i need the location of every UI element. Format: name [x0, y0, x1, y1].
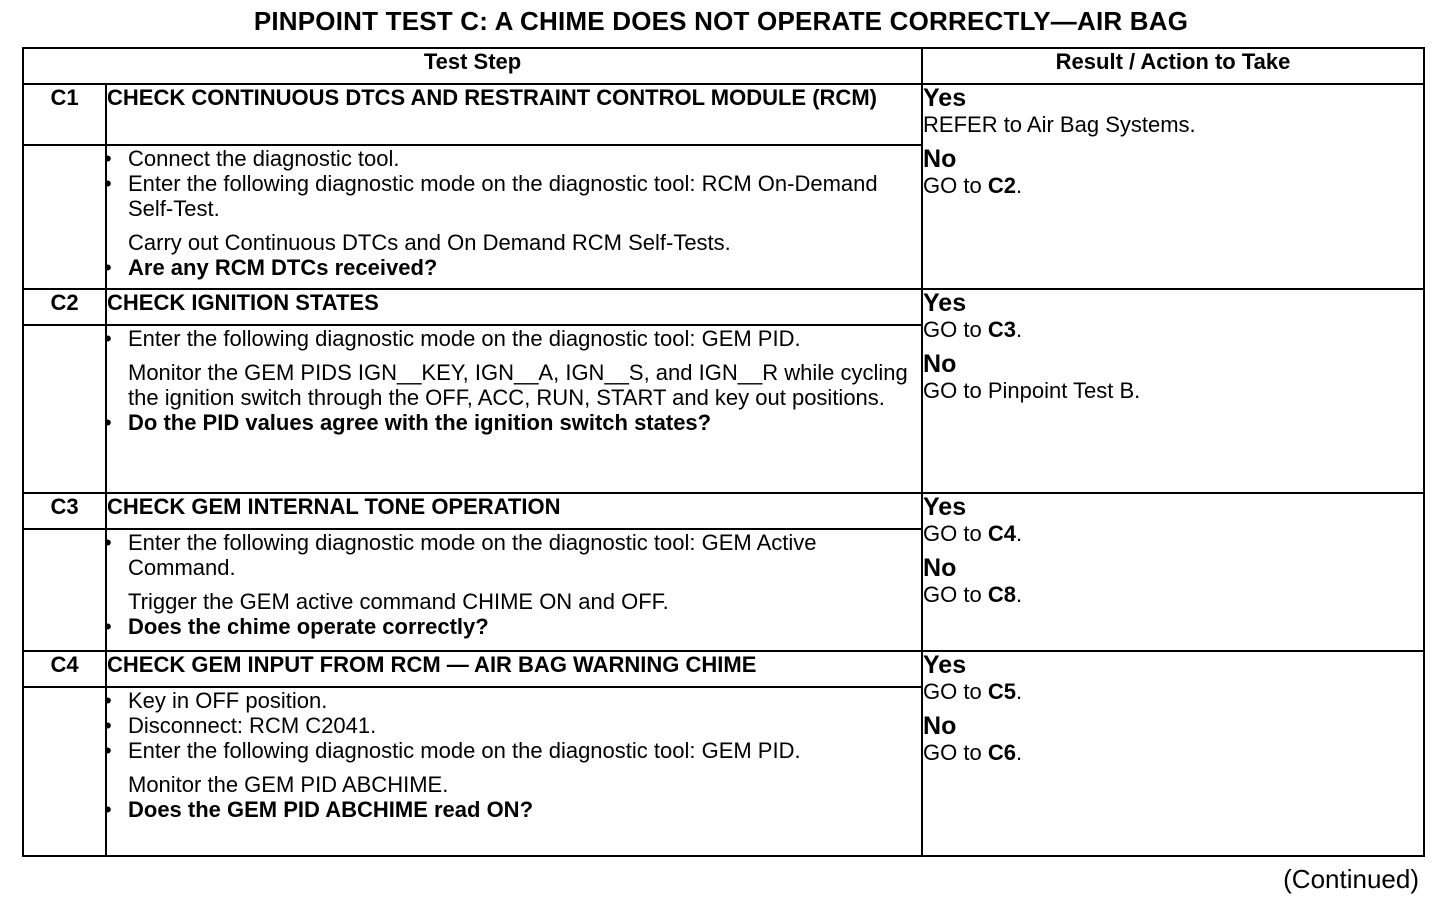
step-question	[104, 255, 921, 280]
result-action	[923, 173, 1423, 198]
instruction-text: Enter the following diagnostic mode on the diagnostic tool: RCM On-Demand Self-Test.	[128, 171, 878, 221]
bullet-icon: •	[104, 255, 112, 280]
step-result-cell	[922, 651, 1424, 856]
step-instruction	[107, 360, 921, 410]
header-test-step: Test Step	[23, 48, 922, 84]
bullet-icon: •	[104, 146, 112, 171]
result-action	[923, 582, 1423, 607]
instruction-text: Enter the following diagnostic mode on the diagnostic tool: GEM PID.	[128, 738, 801, 763]
result-answer: Yes	[923, 493, 967, 521]
result-action	[923, 317, 1423, 342]
instruction-text: Monitor the GEM PID ABCHIME.	[128, 772, 449, 797]
result-action-suffix: .	[1015, 521, 1023, 546]
step-instruction	[104, 713, 921, 738]
result-answer: No	[923, 554, 957, 582]
instruction-text: Carry out Continuous DTCs and On Demand RCM Self-Tests.	[128, 230, 731, 255]
bullet-icon: •	[104, 410, 112, 435]
instruction-text: Enter the following diagnostic mode on the diagnostic tool: GEM Active Command.	[128, 530, 817, 580]
result-answer: Yes	[923, 84, 967, 112]
result-step-reference: C5	[987, 679, 1016, 704]
pinpoint-test-table	[22, 47, 1425, 857]
step-question	[104, 797, 921, 822]
result-action	[923, 679, 1423, 704]
result-action	[923, 740, 1423, 765]
step-id: C1	[23, 84, 106, 145]
result-step-reference: C8	[987, 582, 1016, 607]
step-id-spacer	[23, 687, 106, 856]
result-step-reference: C6	[987, 740, 1016, 765]
step-instruction	[107, 230, 921, 255]
result-action-text: GO to	[923, 679, 988, 704]
instruction-text: Connect the diagnostic tool.	[128, 146, 400, 171]
step-title: CHECK GEM INPUT FROM RCM — AIR BAG WARNING CHIME	[106, 651, 922, 687]
step-instructions	[106, 325, 922, 493]
step-instruction	[104, 326, 921, 351]
result-action-suffix: .	[1015, 679, 1023, 704]
step-title-row	[23, 651, 1424, 687]
instruction-text: Does the chime operate correctly?	[128, 614, 489, 639]
result-answer: No	[923, 712, 957, 740]
result-answer: No	[923, 145, 957, 173]
step-id: C2	[23, 289, 106, 325]
bullet-icon: •	[104, 713, 112, 738]
step-title-row	[23, 493, 1424, 529]
result-step-reference: C3	[987, 317, 1016, 342]
bullet-icon: •	[104, 171, 112, 196]
result-action-suffix: .	[1015, 317, 1023, 342]
result-action-suffix: .	[1015, 740, 1023, 765]
step-result-cell	[922, 84, 1424, 289]
step-title: CHECK GEM INTERNAL TONE OPERATION	[106, 493, 922, 529]
bullet-icon: •	[104, 688, 112, 713]
step-id-spacer	[23, 145, 106, 289]
step-instructions	[106, 529, 922, 651]
step-title-row	[23, 84, 1424, 145]
step-instructions	[106, 687, 922, 856]
step-instruction	[104, 146, 921, 171]
result-answer: Yes	[923, 289, 967, 317]
step-instruction	[107, 589, 921, 614]
result-action-text: GO to	[923, 521, 988, 546]
bullet-icon: •	[104, 738, 112, 763]
step-id-spacer	[23, 529, 106, 651]
instruction-text: Do the PID values agree with the ignition switch states?	[128, 410, 712, 435]
result-answer: Yes	[923, 651, 967, 679]
instruction-text: Monitor the GEM PIDS IGN__KEY, IGN__A, IGN__S, and IGN__R while cycling the ignition switch through the OFF, ACC, RUN, START and key out positions.	[128, 360, 908, 410]
step-title: CHECK CONTINUOUS DTCS AND RESTRAINT CONTROL MODULE (RCM)	[106, 84, 922, 145]
step-title: CHECK IGNITION STATES	[106, 289, 922, 325]
result-action	[923, 521, 1423, 546]
result-action-text: GO to	[923, 173, 988, 198]
instruction-text: Key in OFF position.	[128, 688, 328, 713]
result-action-suffix: .	[1015, 173, 1023, 198]
step-question	[104, 614, 921, 639]
result-answer: No	[923, 350, 957, 378]
step-id-spacer	[23, 325, 106, 493]
continued-note: (Continued)	[1283, 864, 1419, 894]
bullet-icon: •	[104, 614, 112, 639]
step-instruction	[104, 688, 921, 713]
step-id: C4	[23, 651, 106, 687]
result-action	[923, 112, 1423, 137]
result-action-text: GO to	[923, 582, 988, 607]
page-title: PINPOINT TEST C: A CHIME DOES NOT OPERATE CORRECTLY—AIR BAG	[253, 6, 1189, 36]
result-action-text: GO to	[923, 317, 988, 342]
result-step-reference: C2	[987, 173, 1016, 198]
step-question	[104, 410, 921, 435]
step-instruction	[104, 738, 921, 763]
bullet-icon: •	[104, 326, 112, 351]
result-action	[923, 378, 1423, 403]
instruction-text: Does the GEM PID ABCHIME read ON?	[128, 797, 534, 822]
result-action-text: GO to	[923, 740, 988, 765]
instruction-text: Are any RCM DTCs received?	[128, 255, 438, 280]
step-result-cell	[922, 289, 1424, 493]
step-instruction	[104, 171, 921, 221]
header-result-action: Result / Action to Take	[922, 48, 1424, 84]
step-id: C3	[23, 493, 106, 529]
result-step-reference: C4	[987, 521, 1016, 546]
result-action-suffix: .	[1015, 582, 1023, 607]
result-action-text: REFER to Air Bag Systems.	[923, 112, 1196, 137]
bullet-icon: •	[104, 530, 112, 555]
step-instruction	[107, 772, 921, 797]
step-instructions	[106, 145, 922, 289]
instruction-text: Trigger the GEM active command CHIME ON and OFF.	[128, 589, 669, 614]
bullet-icon: •	[104, 797, 112, 822]
step-result-cell	[922, 493, 1424, 651]
instruction-text: Disconnect: RCM C2041.	[128, 713, 377, 738]
instruction-text: Enter the following diagnostic mode on the diagnostic tool: GEM PID.	[128, 326, 801, 351]
step-title-row	[23, 289, 1424, 325]
steps-body	[23, 84, 1424, 856]
result-action-text: GO to Pinpoint Test B.	[923, 378, 1141, 403]
step-instruction	[104, 530, 921, 580]
table-header-row	[23, 48, 1424, 84]
